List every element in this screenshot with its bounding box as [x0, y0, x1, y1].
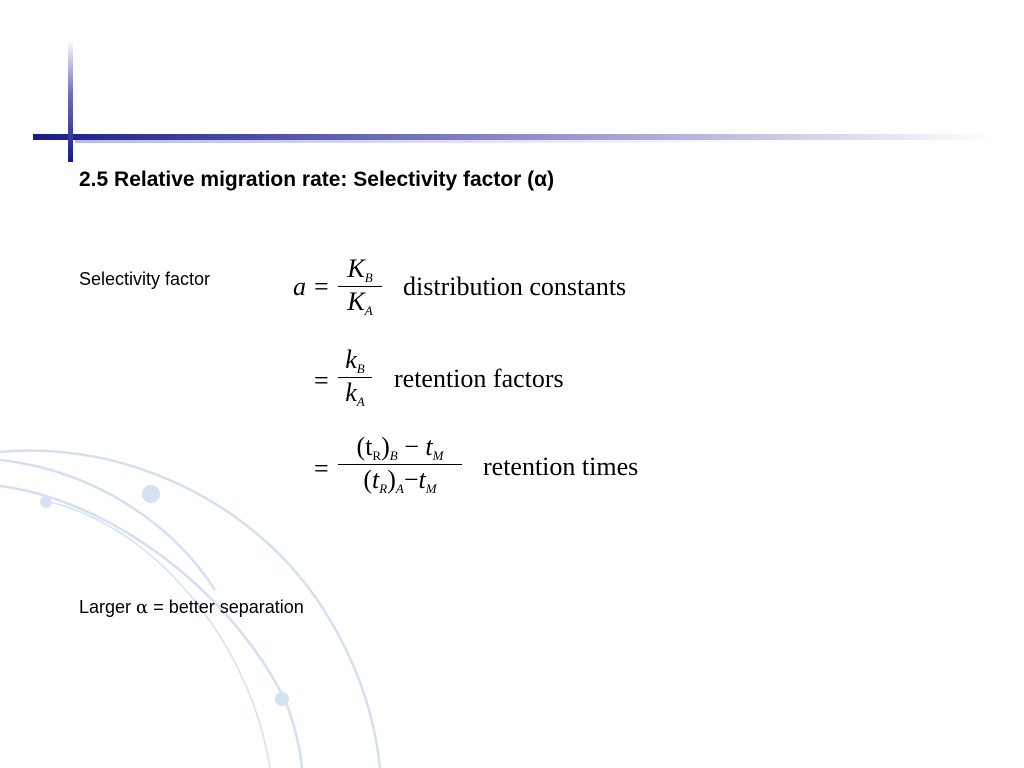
equation-description: distribution constants — [403, 272, 627, 301]
slide-title: 2.5 Relative migration rate: Selectivity factor (α) — [79, 168, 555, 191]
fraction-small-k-ratio — [338, 345, 372, 410]
horizontal-accent-bar-light — [75, 140, 775, 143]
numerator-subscript: B — [356, 361, 365, 376]
denominator-symbol: k — [345, 378, 357, 407]
denominator-symbol: K — [347, 287, 365, 316]
vertical-accent-bar — [68, 40, 73, 162]
equals-sign: = — [314, 366, 329, 395]
footer-prefix: Larger — [79, 597, 137, 617]
numerator-subscript: B — [364, 270, 373, 285]
footer-suffix: = better separation — [148, 597, 304, 617]
equation-description: retention times — [483, 452, 639, 481]
numerator-symbol: K — [347, 254, 365, 283]
equals-sign: = — [314, 454, 329, 483]
alpha-symbol: a — [293, 272, 306, 301]
selectivity-factor-label: Selectivity factor — [79, 269, 211, 289]
denominator-subscript: A — [364, 303, 373, 318]
fraction-retention-times — [338, 432, 462, 497]
equation-description: retention factors — [394, 364, 564, 393]
horizontal-accent-bar — [33, 134, 993, 140]
denominator-subscript: A — [356, 394, 365, 409]
fraction-k-ratio — [338, 254, 382, 319]
footer-note — [79, 597, 304, 618]
numerator: $(t_R)_B - t_M$ — [356, 432, 444, 463]
swoosh-dot — [40, 496, 52, 508]
swoosh-dot — [142, 485, 160, 503]
equals-sign: = — [314, 272, 329, 301]
swoosh-dot — [275, 692, 289, 706]
denominator: $(t_R)_A-t_M$ — [363, 465, 437, 496]
numerator-symbol: k — [345, 345, 357, 374]
alpha-symbol: α — [136, 597, 149, 618]
